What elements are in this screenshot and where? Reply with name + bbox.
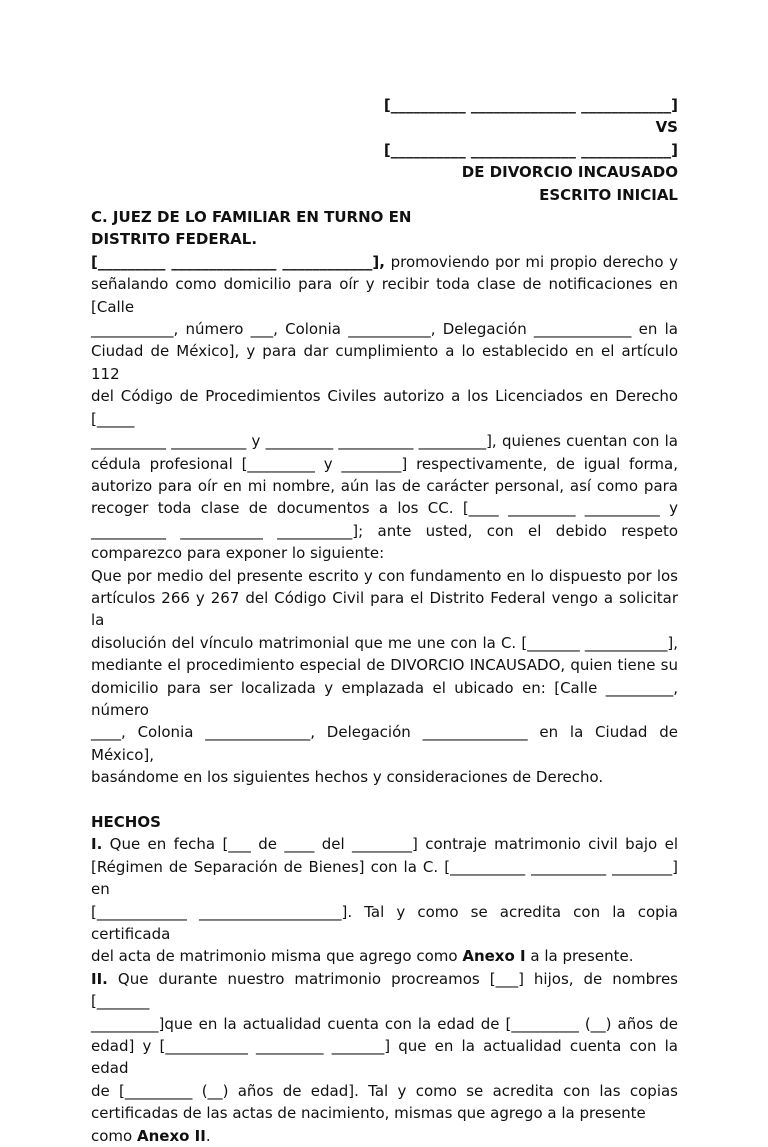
hecho-1-last-pre: del acta de matrimonio misma que agrego como [91, 947, 463, 966]
hecho-1-line-1 [91, 833, 678, 855]
intro-line: señalando como domicilio para oír y recibir toda clase de notificaciones en [Calle [91, 275, 678, 316]
hecho-2-line: _________]que en la actualidad cuenta con la edad de [_________ (__) años de [91, 1014, 678, 1033]
intro-line: del Código de Procedimientos Civiles autorizo a los Licenciados en Derecho [_____ [91, 387, 678, 428]
hecho-2-last-line [91, 1125, 678, 1147]
case-type: DE DIVORCIO INCAUSADO [461, 163, 678, 182]
hecho-2-line: edad] y [___________ _________ _______] que en la actualidad cuenta con la edad [91, 1037, 678, 1078]
hecho-2-line-1 [91, 968, 678, 1013]
vs-line: VS [655, 118, 678, 137]
intro-line: recoger toda clase de documentos a los CC. [____ _________ __________ y [91, 499, 678, 518]
request-paragraph [91, 565, 678, 789]
hecho-1-number: I. [91, 835, 103, 854]
promovente-blank: [_________ ______________ ____________], [91, 252, 385, 271]
intro-line: __________ __________ y _________ __________ _________], quienes cuentan con la [91, 432, 678, 451]
hecho-2 [91, 968, 678, 1147]
party2-line: [__________ ______________ ____________] [383, 140, 678, 159]
party1-line: [__________ ______________ ____________] [383, 96, 678, 114]
hecho-2-last-post: . [205, 1126, 211, 1145]
hecho-2-number: II. [91, 969, 108, 988]
intro-line: Ciudad de México], y para dar cumplimiento a lo establecido en el artículo 112 [91, 342, 678, 383]
hecho-2-line: de [_________ (__) años de edad]. Tal y como se acredita con las copias [91, 1081, 678, 1100]
hecho-1-last-post: a la presente. [525, 947, 634, 966]
request-line: ____, Colonia ______________, Delegación ______________ en la Ciudad de México], [91, 723, 678, 764]
addressee-line2: DISTRITO FEDERAL. [91, 230, 258, 249]
hecho-1-last-line [91, 945, 678, 967]
hecho-1-line: [____________ ___________________]. Tal y como se acredita con la copia certificada [91, 902, 678, 944]
request-line: Que por medio del presente escrito y con fundamento en lo dispuesto por los [91, 566, 678, 585]
anexo-2-label: Anexo II [136, 1126, 206, 1145]
intro-line: cédula profesional [_________ y ________] respectivamente, de igual forma, [91, 454, 678, 473]
request-line: artículos 266 y 267 del Código Civil para el Distrito Federal vengo a solicitar la [91, 588, 678, 630]
request-line: disolución del vínculo matrimonial que me une con la C. [_______ ___________], [91, 633, 678, 652]
request-line: domicilio para ser localizada y emplazada el ubicado en: [Calle _________, número [91, 678, 678, 719]
intro-paragraph [91, 251, 678, 565]
intro-last-line: comparezco para exponer lo siguiente: [91, 544, 385, 563]
hecho-1 [91, 833, 678, 967]
hecho-1-first-text: Que en fecha [___ de ____ del ________] contraje matrimonio civil bajo el [102, 835, 678, 854]
intro-line: ___________, número ___, Colonia ___________, Delegación _____________ en la [91, 320, 678, 339]
intro-line-1 [91, 251, 678, 273]
request-line: mediante el procedimiento especial de DIVORCIO INCAUSADO, quien tiene su [91, 656, 678, 675]
hecho-2-line: certificadas de las actas de nacimiento, mismas que agrego a la presente [91, 1104, 646, 1123]
intro-line-1-text: promoviendo por mi propio derecho y [385, 252, 678, 271]
doc-type: ESCRITO INICIAL [539, 185, 678, 204]
addressee-line1: C. JUEZ DE LO FAMILIAR EN TURNO EN [91, 208, 412, 227]
request-last-line: basándome en los siguientes hechos y consideraciones de Derecho. [91, 768, 604, 787]
hecho-2-last-pre: como [91, 1126, 137, 1145]
hecho-1-line: [Régimen de Separación de Bienes] con la C. [__________ __________ ________] en [91, 857, 678, 899]
anexo-1-label: Anexo I [462, 947, 526, 966]
intro-line: autorizo para oír en mi nombre, aún las de carácter personal, así como para [91, 476, 678, 495]
document-page [91, 94, 678, 1147]
hecho-2-first-text: Que durante nuestro matrimonio procreamos [___] hijos, de nombres [_______ [91, 969, 678, 1011]
hechos-title: HECHOS [91, 812, 161, 831]
intro-line: __________ ___________ __________]; ante usted, con el debido respeto [91, 521, 678, 540]
blank-line [91, 789, 678, 811]
